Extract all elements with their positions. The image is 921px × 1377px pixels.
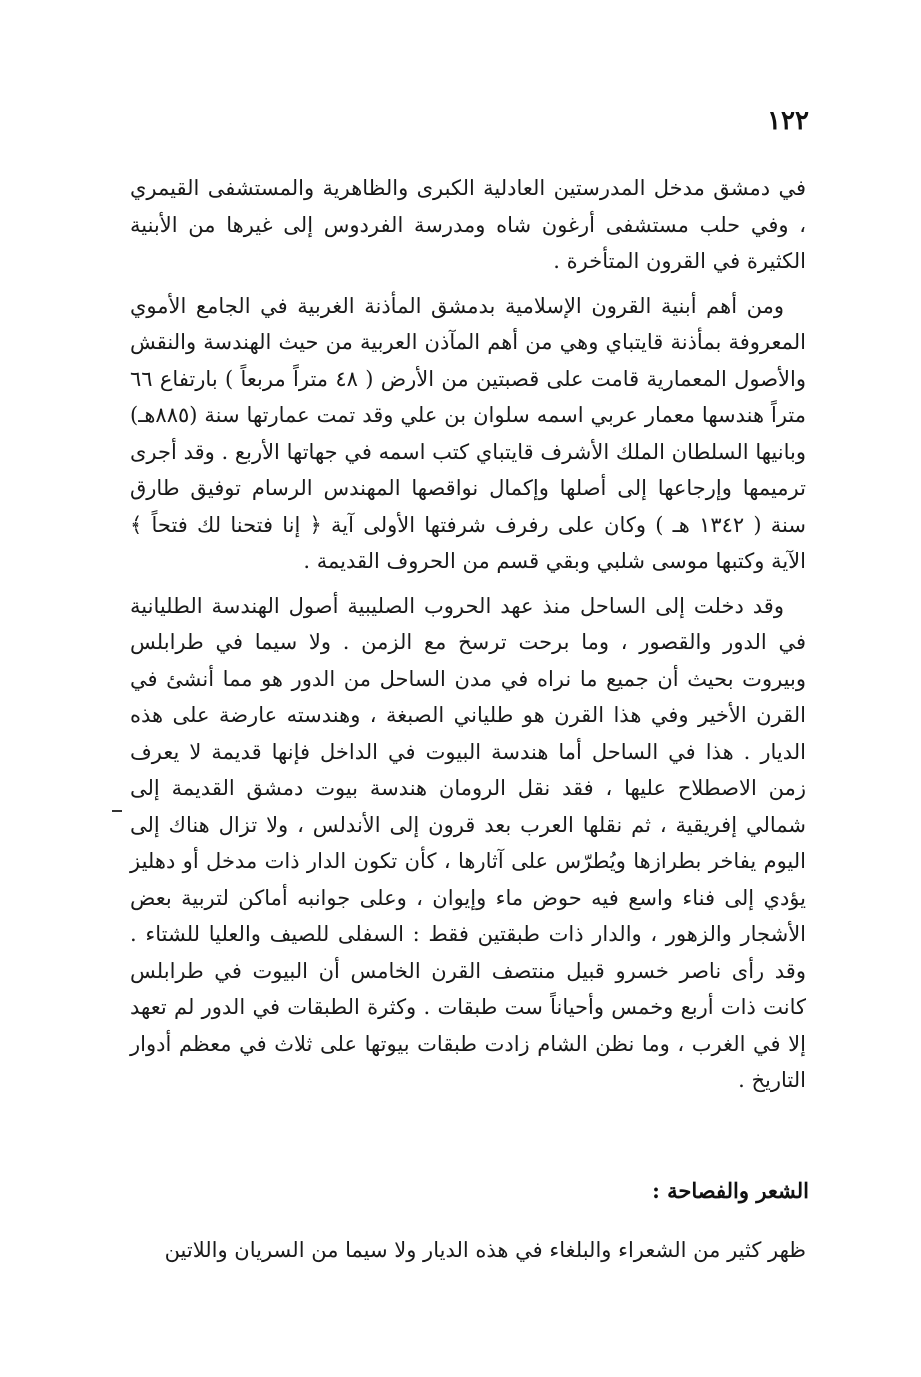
paragraph-3: وقد دخلت إلى الساحل منذ عهد الحروب الصليبية أصول الهندسة الطليانية في الدور والقصور ، وما برحت ترسخ مع الزمن . ولا سيما في طرابلس وبيروت بحيث أن جميع ما نراه في مدن الساحل من الدور هو مما أنشئ في القرن الأخير وفي هذا القرن هو طلياني الصبغة ، وهندسته عارضة على هذه الديار . هذا في الساحل أما هندسة البيوت في الداخل فإنها قديمة لا يعرف زمن الاصطلاح عليها ، فقد نقل الرومان هندسة بيوت دمشق القديمة إلى شمالي إفريقية ، ثم نقلها العرب بعد قرون إلى الأندلس ، ولا تزال هناك إلى اليوم يفاخر بطرازها ويُطرّس على آثارها ، كأن تكون الدار ذات مدخل أو دهليز يؤدي إلى فناء واسع فيه حوض ماء وإيوان ، وعلى جوانبه أماكن لتربية بعض الأشجار والزهور ، والدار ذات طبقتين فقط : السفلى للصيف والعليا للشتاء . وقد رأى ناصر خسرو قبيل منتصف القرن الخامس أن البيوت في طرابلس كانت ذات أربع وخمس وأحياناً ست طبقات . وكثرة الطبقات في الدور لم تعهد إلا في الغرب ، وما نظن الشام زادت طبقات بيوتها على ثلاث في معظم أدوار التاريخ . bbox=[130, 593, 806, 1092]
page-body bbox=[130, 170, 806, 1107]
section-heading: الشعر والفصاحة : bbox=[652, 1178, 809, 1203]
page-number: ١٢٢ bbox=[767, 106, 809, 136]
final-paragraph: ظهر كثير من الشعراء والبلغاء في هذه الديار ولا سيما من السريان واللاتين bbox=[164, 1238, 806, 1262]
paragraph-2: ومن أهم أبنية القرون الإسلامية بدمشق المأذنة الغربية في الجامع الأموي المعروفة بمأذنة قايتباي وهي من أهم المآذن العربية من حيث الهندسة والنقش والأصول المعمارية قامت على قصبتين من الأرض ( ٤٨ متراً مربعاً ) بارتفاع ٦٦ متراً هندسها معمار عربي اسمه سلوان بن علي وقد تمت عمارتها سنة (٨٨٥هـ) وبانيها السلطان الملك الأشرف قايتباي كتب اسمه في جهاتها الأربع . وقد أجرى ترميمها وإرجاعها إلى أصلها وإكمال نواقصها المهندس الرسام توفيق طارق سنة ( ١٣٤٢ هـ ) وكان على رفرف شرفتها الأولى آية ﴿ إنا فتحنا لك فتحاً ﴾ الآية وكتبها موسى شلبي وبقي قسم من الحروف القديمة . bbox=[130, 293, 806, 573]
paragraph-1: في دمشق مدخل المدرستين العادلية الكبرى والظاهرية والمستشفى القيمري ، وفي حلب مستشفى أرغون شاه ومدرسة الفردوس إلى غيرها من الأبنية الكثيرة في القرون المتأخرة . bbox=[130, 176, 806, 273]
margin-mark bbox=[112, 810, 122, 812]
